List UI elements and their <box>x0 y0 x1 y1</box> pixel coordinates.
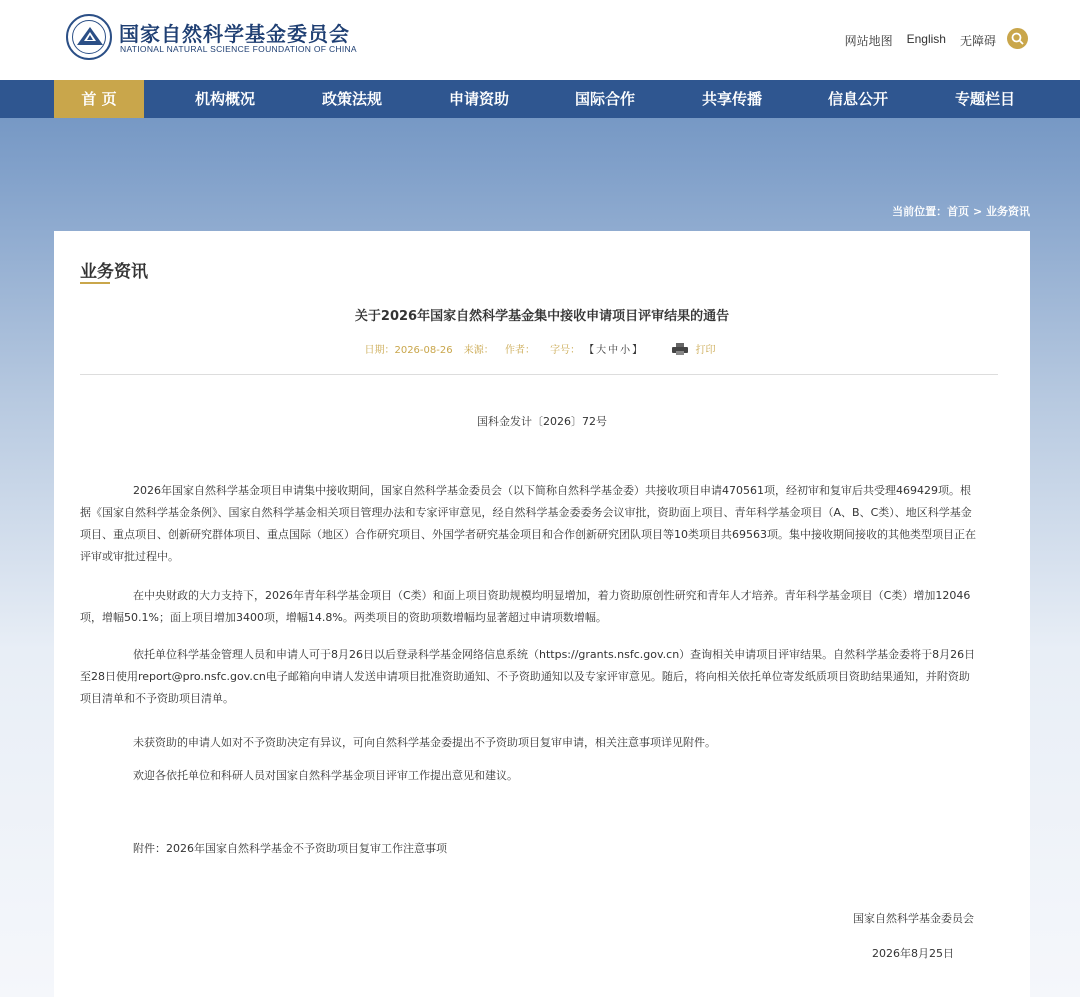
paragraph-2: 在中央财政的大力支持下，2026年青年科学基金项目（C类）和面上项目资助规模均明显增加，着力资助原创性研究和青年人才培养。青年科学基金项目（C类）增加12046项，增幅50.1%；面上项目增加3400项，增幅14.8%。两类项目的资助项数增幅均显著超过申请项数增幅。 <box>80 589 971 624</box>
nav-item-international[interactable]: 国际合作 <box>574 90 635 108</box>
breadcrumb-label: 当前位置： <box>892 205 948 218</box>
org-name-cn[interactable]: 国家自然科学基金委员会 <box>119 22 350 46</box>
font-size-label: 字号： <box>550 345 581 356</box>
paragraph-3: 依托单位科学基金管理人员和申请人可于8月26日以后登录科学基金网络信息系统（https://grants.nsfc.gov.cn）查询相关申请项目评审结果。自然科学基金委将于8月26日至28日使用report@pro.nsfc.gov.cn电子邮箱向申请人发送申请项目批准资助通知、不予资助通知以及专家评审意见。随后，将向相关依托单位寄发纸质项目资助结果通知，并附资助项目清单和不予资助项目清单。 <box>80 648 976 705</box>
paragraph-4: 未获资助的申请人如对不予资助决定有异议，可向自然科学基金委提出不予资助项目复审申请，相关注意事项详见附件。 <box>133 736 716 749</box>
article-title: 关于2026年国家自然科学基金集中接收申请项目评审结果的通告 <box>354 309 730 324</box>
section-underline <box>80 282 110 284</box>
english-link[interactable]: English <box>906 32 946 46</box>
content-panel <box>54 231 1030 997</box>
font-size-options <box>588 345 643 356</box>
site-header <box>0 0 1080 80</box>
accessibility-link[interactable]: 无障碍 <box>959 34 996 48</box>
printer-icon <box>672 343 688 355</box>
nav-item-apply[interactable]: 申请资助 <box>448 90 509 108</box>
doc-number: 国科金发计〔2026〕72号 <box>477 415 607 428</box>
breadcrumb <box>892 203 1030 219</box>
meta-font-size <box>546 345 647 356</box>
meta-author: 作者： <box>504 345 535 356</box>
paragraph-5: 欢迎各依托单位和科研人员对国家自然科学基金项目评审工作提出意见和建议。 <box>133 769 518 782</box>
logo-emblem-icon[interactable] <box>66 14 112 60</box>
search-button[interactable] <box>1007 28 1028 49</box>
meta-source: 来源： <box>463 345 494 356</box>
section-title: 业务资讯 <box>80 262 148 282</box>
nav-item-home[interactable]: 首 页 <box>54 80 144 118</box>
breadcrumb-path[interactable]: 首页 > 业务资讯 <box>947 205 1030 218</box>
org-name-en: NATIONAL NATURAL SCIENCE FOUNDATION OF CHINA <box>120 44 357 54</box>
bracket-close: 】 <box>632 345 643 356</box>
paragraph-1: 2026年国家自然科学基金项目申请集中接收期间，国家自然科学基金委员会（以下简称自然科学基金委）共接收项目申请470561项，经初审和复审后共受理469429项。根据《国家自然科学基金条例》、国家自然科学基金相关项目管理办法和专家评审意见，经自然科学基金委委务会议审批，资助面上项目、青年科学基金项目（A、B、C类）、地区科学基金项目、重点项目、创新研究群体项目、重点国际（地区）合作研究项目、外国学者研究基金项目和合作创新研究团队项目等10类项目共69563项。集中接收期间接收的其他类型项目正在评审或审批过程中。 <box>80 484 976 563</box>
attachment-link[interactable]: 附件：2026年国家自然科学基金不予资助项目复审工作注意事项 <box>133 842 447 855</box>
signature-date: 2026年8月25日 <box>872 947 954 960</box>
bracket-open: 【 <box>589 345 595 356</box>
nav-item-about[interactable]: 机构概况 <box>194 90 255 108</box>
nav-item-policy[interactable]: 政策法规 <box>321 90 382 108</box>
font-size-medium[interactable]: 中 <box>608 345 619 356</box>
font-size-large[interactable]: 大 <box>596 345 607 356</box>
print-button[interactable] <box>672 345 719 356</box>
article-meta <box>54 341 1030 356</box>
meta-date: 日期：2026-08-26 <box>364 345 453 356</box>
font-size-small[interactable]: 小 <box>620 345 631 356</box>
sitemap-link[interactable]: 网站地图 <box>844 34 893 48</box>
nav-item-topics[interactable]: 专题栏目 <box>954 90 1015 108</box>
nav-item-sharing[interactable]: 共享传播 <box>701 90 762 108</box>
divider <box>80 374 998 375</box>
search-icon <box>1011 32 1024 45</box>
signature-org: 国家自然科学基金委员会 <box>853 912 974 925</box>
main-nav <box>0 80 1080 118</box>
nav-item-disclosure[interactable]: 信息公开 <box>827 90 888 108</box>
top-links <box>845 32 996 49</box>
print-label: 打印 <box>695 345 716 356</box>
